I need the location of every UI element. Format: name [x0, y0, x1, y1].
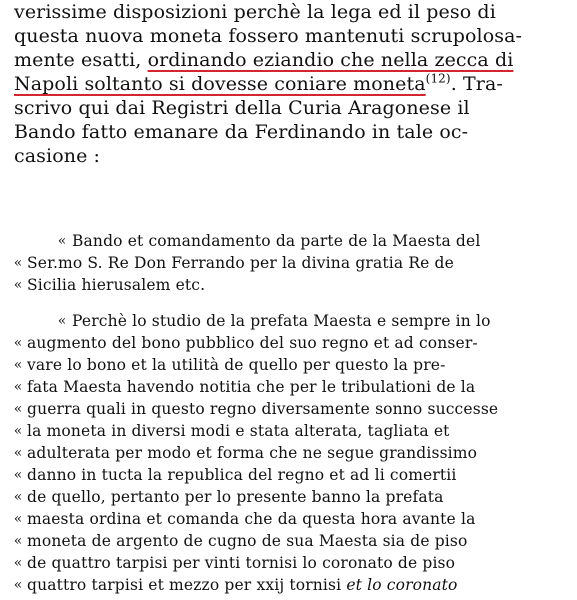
quote-mark: « — [13, 357, 23, 373]
perche-line-13-text: quattro tarpisi et mezzo per xxij tornisi — [27, 576, 347, 594]
perche-line-7: adulterata per modo et forma che ne segue grandissimo — [27, 444, 478, 462]
perche-line-3: vare lo bono et la utilità de quello per questo la pre- — [27, 356, 446, 374]
quote-mark: « — [13, 335, 23, 351]
quote-mark: « — [13, 489, 23, 505]
underlined-phrase-2: Napoli soltanto si dovesse coniare moneta — [14, 73, 426, 95]
bando-line-1: Bando et comandamento da parte de la Maesta del — [72, 232, 481, 250]
perche-line-6: la moneta in diversi modi e stata alterata, tagliata et — [27, 422, 450, 440]
bando-line-2: Ser.mo S. Re Don Ferrando per la divina gratia Re de — [27, 254, 454, 272]
quote-mark: « — [13, 277, 23, 293]
intro-line-1: verissime disposizioni perchè la lega ed il peso di — [14, 1, 496, 23]
quote-mark: « — [13, 379, 23, 395]
perche-line-11: moneta de argento de cugno de sua Maesta sia de piso — [27, 532, 468, 550]
footnote-marker: (12) — [425, 71, 451, 86]
perche-line-1: Perchè lo studio de la prefata Maesta e sempre in lo — [72, 312, 491, 330]
intro-line-7: casione : — [14, 145, 101, 167]
perche-line-12: de quattro tarpisi per vinti tornisi lo coronato de piso — [27, 554, 456, 572]
quote-mark: « — [13, 511, 23, 527]
perche-line-13 — [27, 575, 562, 595]
quote-mark: « — [13, 467, 23, 483]
quote-mark: « — [13, 255, 23, 271]
quote-mark: « — [57, 313, 67, 329]
quote-mark: « — [13, 555, 23, 571]
perche-line-9: de quello, pertanto per lo presente banno la prefata — [27, 488, 444, 506]
perche-line-10: maesta ordina et comanda che da questa hora avante la — [27, 510, 476, 528]
intro-line-4-text: . Tra- — [450, 73, 503, 95]
bando-line-3: Sicilia hierusalem etc. — [27, 276, 206, 294]
quote-mark: « — [13, 423, 23, 439]
quote-mark: « — [57, 233, 67, 249]
perche-line-5: guerra quali in questo regno diversamente sonno successe — [27, 400, 499, 418]
intro-line-4 — [14, 72, 564, 96]
intro-line-5: scrivo qui dai Registri della Curia Aragonese il — [14, 97, 470, 119]
quote-mark: « — [13, 577, 23, 593]
perche-line-2: augmento del bono pubblico del suo regno et ad conser- — [27, 334, 478, 352]
intro-line-2: questa nuova moneta fossero mantenuti scrupolosa- — [14, 25, 523, 47]
quote-mark: « — [13, 401, 23, 417]
intro-line-3 — [14, 48, 564, 72]
underlined-phrase-1: ordinando eziandio che nella zecca di — [147, 49, 514, 71]
intro-line-3-text: mente esatti, — [14, 49, 148, 71]
quote-mark: « — [13, 533, 23, 549]
intro-line-6: Bando fatto emanare da Ferdinando in tale oc- — [14, 121, 469, 143]
perche-line-4: fata Maesta havendo notitia che per le tribulationi de la — [27, 378, 476, 396]
perche-line-8: danno in tucta la republica del regno et ad li comertii — [27, 466, 457, 484]
quote-mark: « — [13, 445, 23, 461]
perche-line-13-italic: et lo coronato — [346, 576, 458, 594]
